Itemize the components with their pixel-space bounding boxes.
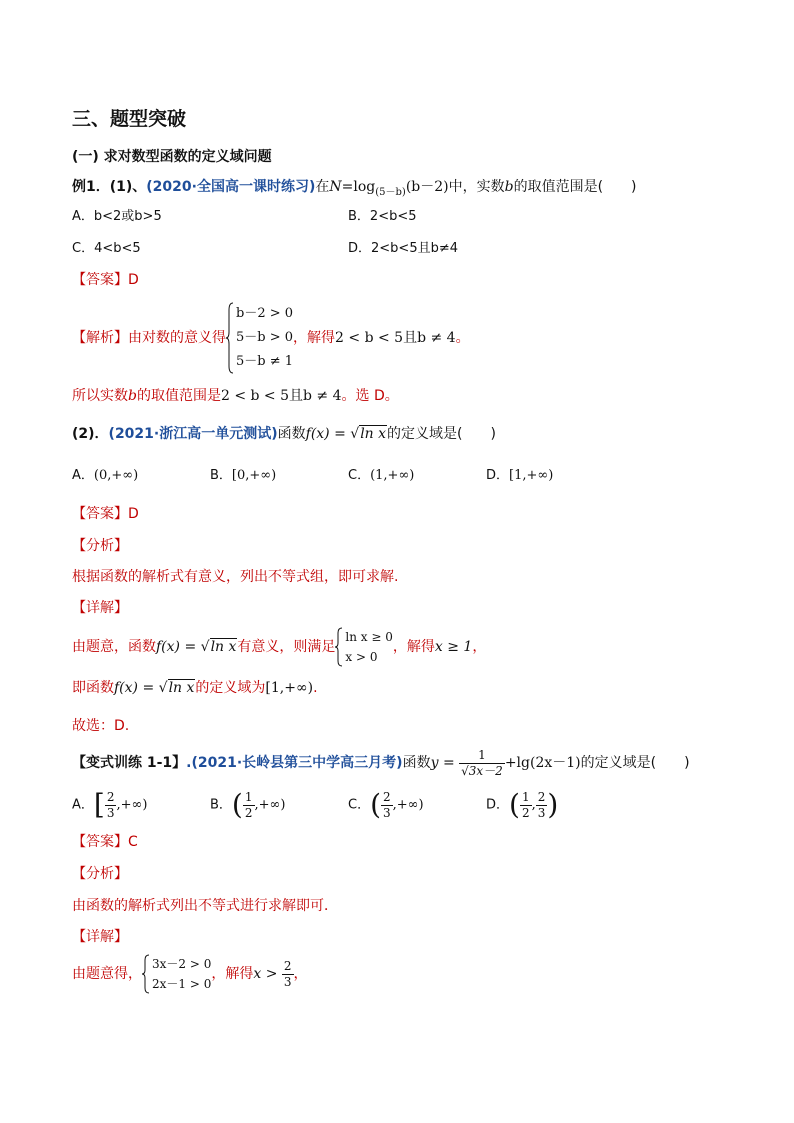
section-title: 三、题型突破 [72,108,187,130]
inequality-system: ln x ≥ 0 x > 0 [335,627,392,667]
example-1-analysis: 【解析】由对数的意义得 b－2 > 0 5－b > 0 5－b ≠ 1 ，解得2 < b < 5且b ≠ 4。 [72,301,470,375]
example-2-detail-label: 【详解】 [72,600,128,616]
variant-fenxi-label: 【分析】 [72,866,128,882]
inequality-system: 3x－2 > 0 2x－1 > 0 [142,954,211,994]
example-2-option-c[interactable]: C．(1,+∞) [348,468,415,483]
subsection-title: (一) 求对数型函数的定义域问题 [72,149,272,165]
variant-answer: 【答案】C [72,834,138,850]
example-1-conclusion: 所以实数b的取值范围是2 < b < 5且b ≠ 4。选 D。 [72,388,399,404]
variant-option-c[interactable]: C．( $\frac{2}{3}$ ,+∞) [348,788,424,821]
inequality-system: b－2 > 0 5－b > 0 5－b ≠ 1 [226,302,293,374]
variant-detail: 由题意得， 3x－2 > 0 2x－1 > 0 ，解得x > $\frac{2}{3}$ ， [72,952,308,996]
example-2-option-a[interactable]: A．(0,+∞) [72,468,139,483]
example-2-stem: (2)．(2021·浙江高一单元测试)函数f(x) = √ln x的定义域是( ) [72,426,496,442]
example-2-domain: 即函数f(x) = √ln x的定义域为[1,+∞). [72,680,318,696]
example-2-choose: 故选：D. [72,718,130,734]
variant-1-1-stem: 【变式训练 1-1】.(2021·长岭县第三中学高三月考)函数y = $\frac{1}{√3x-2}$ +lg(2x－1)的定义域是( ) [72,747,690,778]
example-1-option-b[interactable]: B．2<b<5 [348,209,417,224]
example-2-fenxi-label: 【分析】 [72,538,128,554]
example-2-answer: 【答案】D [72,506,139,522]
example-1-source: (2020·全国高一课时练习) [146,179,316,195]
example-2-fenxi-text: 根据函数的解析式有意义，列出不等式组，即可求解. [72,569,399,585]
example-1-option-c[interactable]: C．4<b<5 [72,241,141,256]
variant-option-b[interactable]: B．( $\frac{1}{2}$ ,+∞) [210,788,286,821]
example-1-option-d[interactable]: D．2<b<5且b≠4 [348,241,459,256]
example-2-detail: 由题意，函数f(x) = √ln x有意义，则满足 ln x ≥ 0 x > 0 ，解得x ≥ 1， [72,625,486,669]
variant-detail-label: 【详解】 [72,929,128,945]
example-2-option-d[interactable]: D．[1,+∞) [486,468,554,483]
variant-option-d[interactable]: D．( $\frac{1}{2}$ , $\frac{2}{3}$ ) [486,788,559,821]
example-1-answer: 【答案】D [72,272,139,288]
variant-fenxi-text: 由函数的解析式列出不等式进行求解即可． [72,898,338,914]
example-1-label: 例1．(1)、 [72,179,147,195]
example-1-option-a[interactable]: A．b<2或b>5 [72,209,162,224]
example-2-option-b[interactable]: B．[0,+∞) [210,468,277,483]
example-1-stem: 例1．(1)、(2020·全国高一课时练习)在$N=\log_{(5-b)}(b-2)$中，实数b的取值范围是( ) [72,179,637,198]
variant-option-a[interactable]: A．[ $\frac{2}{3}$ ,+∞) [72,788,148,821]
